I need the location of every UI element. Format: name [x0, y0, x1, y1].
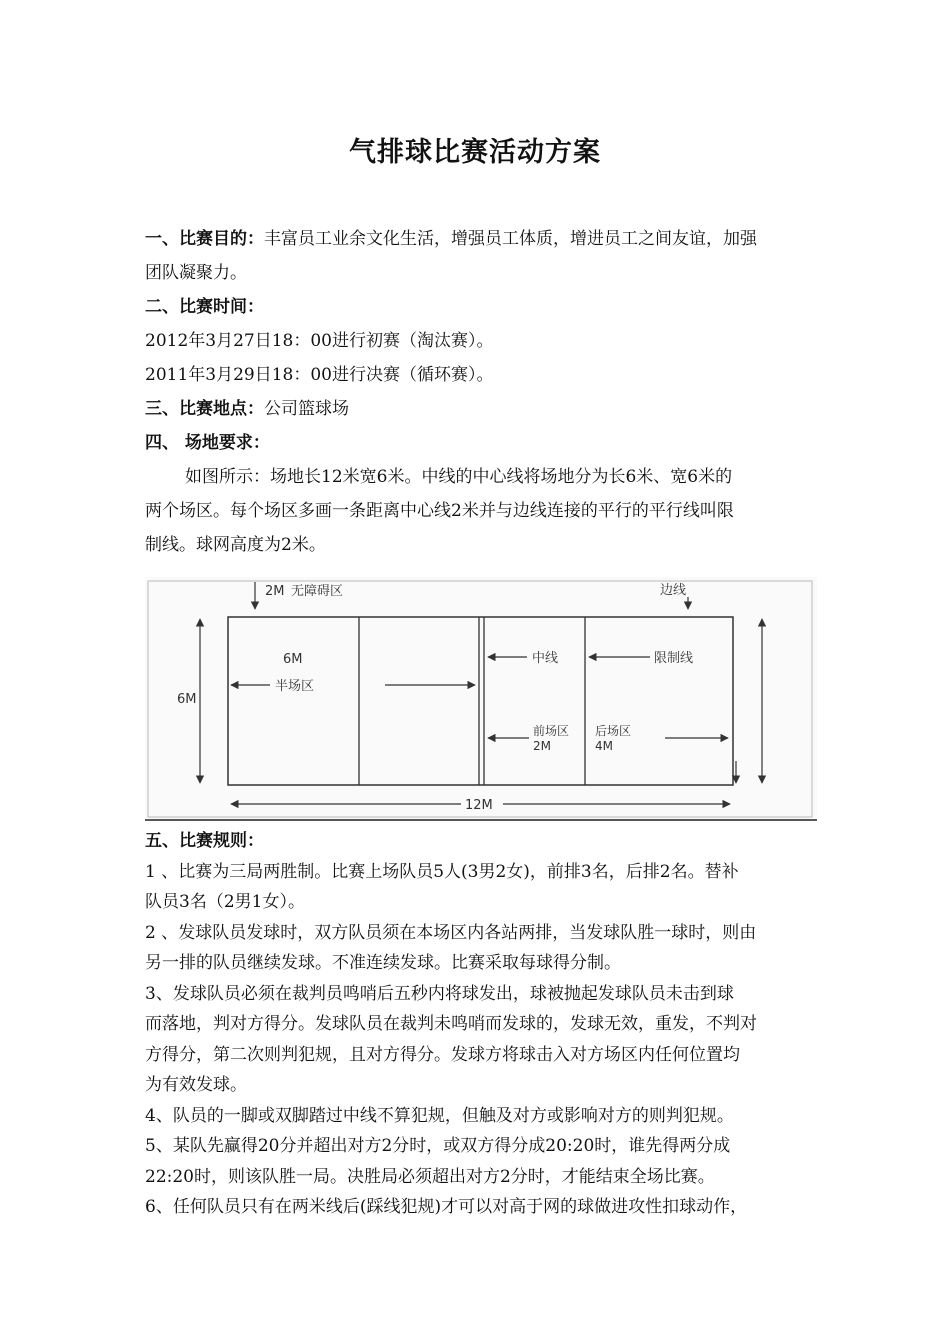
half-court-6m-label: 6M	[283, 652, 303, 667]
length-12m-label: 12M	[465, 798, 493, 813]
rules-line: 方得分，第二次则判犯规，且对方得分。发球方将球击入对方场区内任何位置均	[145, 1044, 740, 1065]
venue-heading: 三、比赛地点：	[145, 399, 264, 419]
purpose-paragraph	[145, 222, 815, 256]
front-zone-2m-label: 2M	[533, 739, 551, 753]
field-text-1: 如图所示：场地长12米宽6米。中线的中心线将场地分为长6米、宽6米的	[185, 467, 733, 487]
purpose-text: 丰富员工业余文化生活，增强员工体质，增进员工之间友谊，加强	[264, 229, 757, 249]
venue-paragraph	[145, 392, 815, 426]
rules-line: 为有效发球。	[145, 1075, 247, 1095]
page-title: 气排球比赛活动方案	[349, 137, 601, 168]
free-zone-2m-label: 2M	[265, 584, 285, 599]
rules-heading: 五、比赛规则：	[145, 831, 264, 851]
rules-line: 22:20时，则该队胜一局。决胜局必须超出对方2分时，才能结束全场比赛。	[145, 1166, 715, 1187]
rules-line: 2 、发球队员发球时，双方队员须在本场区内各站两排，当发球队胜一球时，则由	[145, 922, 757, 943]
time-line-final: 2011年3月29日18：00进行决赛（循环赛）。	[145, 365, 494, 385]
rules-line: 3、发球队员必须在裁判员鸣哨后五秒内将球发出，球被抛起发球队员未击到球	[145, 983, 734, 1004]
purpose-text-cont: 团队凝聚力。	[145, 263, 247, 283]
purpose-heading: 一、比赛目的：	[145, 229, 264, 249]
rules-line: 另一排的队员继续发球。不准连续发球。比赛采取每球得分制。	[145, 953, 621, 973]
center-line-label: 中线	[532, 651, 559, 666]
back-zone-4m-label: 4M	[595, 739, 613, 753]
rules-line: 6、任何队员只有在两米线后(踩线犯规)才可以对高于网的球做进攻性扣球动作，	[145, 1197, 748, 1217]
half-court-label: 半场区	[275, 679, 315, 694]
rules-line: 队员3名（2男1女）。	[145, 892, 305, 912]
court-diagram	[145, 577, 817, 821]
time-line-prelim: 2012年3月27日18：00进行初赛（淘汰赛）。	[145, 331, 494, 351]
free-zone-label: 无障碍区	[291, 584, 344, 599]
field-text-3: 制线。球网高度为2米。	[145, 535, 326, 555]
restriction-line-label: 限制线	[654, 651, 694, 666]
sideline-label: 边线	[660, 583, 687, 598]
field-text-2: 两个场区。每个场区多画一条距离中心线2米并与边线连接的平行的平行线叫限	[145, 501, 734, 521]
venue-text: 公司篮球场	[264, 399, 349, 419]
width-6m-label: 6M	[177, 692, 197, 707]
field-heading: 四、 场地要求：	[145, 433, 270, 453]
section-intro	[145, 222, 815, 562]
rules-line: 5、某队先赢得20分并超出对方2分时，或双方得分成20:20时，谁先得两分成	[145, 1136, 731, 1156]
back-zone-label: 后场区	[595, 724, 632, 738]
rules-line: 而落地，判对方得分。发球队员在裁判未鸣哨而发球的，发球无效，重发，不判对	[145, 1014, 757, 1034]
time-heading: 二、比赛时间：	[145, 297, 264, 317]
front-zone-label: 前场区	[533, 724, 570, 738]
rules-line: 4、队员的一脚或双脚踏过中线不算犯规，但触及对方或影响对方的则判犯规。	[145, 1105, 734, 1126]
section-rules	[145, 826, 815, 1223]
rules-line: 1 、比赛为三局两胜制。比赛上场队员5人(3男2女)，前排3名，后排2名。替补	[145, 861, 739, 882]
